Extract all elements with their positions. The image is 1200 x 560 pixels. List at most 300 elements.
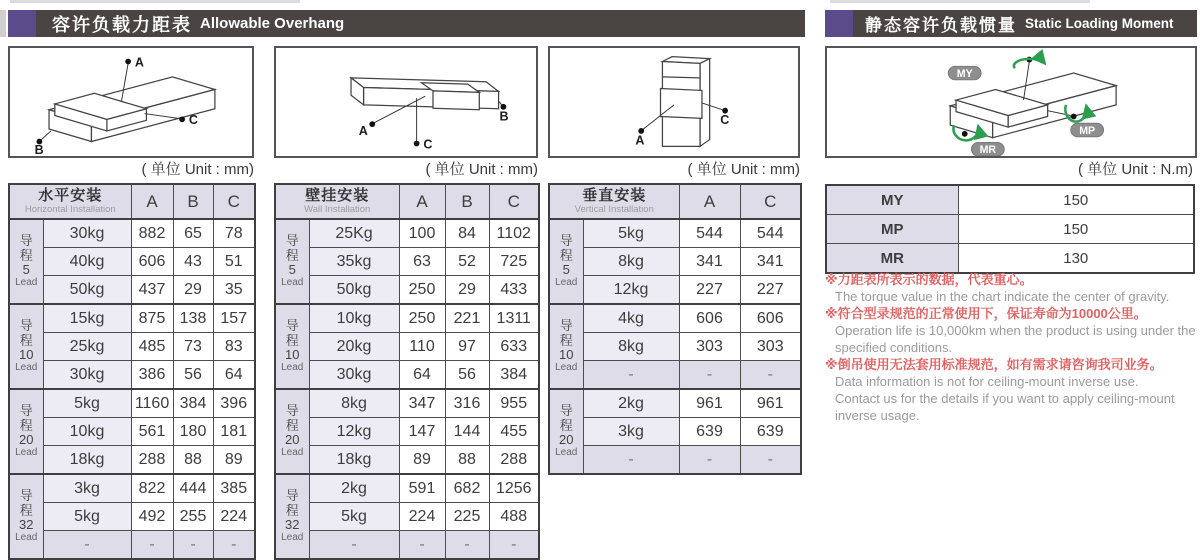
vertical-diagram-svg: [550, 48, 798, 156]
value-cell: 1256: [489, 474, 539, 503]
table-title-cn: 垂直安装: [582, 186, 647, 204]
lead-cell: [9, 219, 43, 304]
table-title-en: Wall Installation: [304, 204, 371, 216]
weight-cell: 8kg: [583, 248, 679, 276]
table-row: [9, 276, 255, 305]
value-cell: 64: [399, 361, 445, 390]
table-row: [9, 219, 255, 248]
moment-row: [826, 215, 1194, 244]
note-line-cn: ※倒吊使用无法套用标准规范，如有需求请咨询我司业务。: [825, 357, 1163, 372]
value-cell: 97: [445, 333, 489, 361]
value-cell: 961: [679, 389, 740, 418]
table-row: [275, 361, 539, 390]
lead-word: Lead: [15, 447, 38, 459]
value-cell: 882: [131, 219, 173, 248]
lead-cn: 导: [19, 403, 33, 419]
value-cell: 606: [740, 304, 801, 333]
moment-name-cell: MY: [826, 185, 958, 215]
value-cell: 65: [173, 219, 213, 248]
point-c-label: C: [423, 137, 433, 152]
lead-cn: 导: [559, 318, 573, 334]
slider-front-face: [433, 91, 479, 110]
mp-dot: [1071, 114, 1077, 120]
moment-name-cell: MR: [826, 244, 958, 274]
wall-diagram-svg: [276, 48, 536, 156]
table-row: [9, 333, 255, 361]
moment-diagram-svg: [827, 48, 1195, 156]
moment-value-cell: 150: [958, 215, 1194, 244]
lead-word: Lead: [281, 532, 304, 544]
value-cell: 43: [173, 248, 213, 276]
value-cell: 444: [173, 474, 213, 503]
lead-cn: 导: [19, 233, 33, 249]
weight-cell: 10kg: [309, 304, 399, 333]
value-cell: 341: [740, 248, 801, 276]
value-cell: 606: [131, 248, 173, 276]
lead-cell: [9, 389, 43, 474]
lead-cell: [275, 474, 309, 559]
lead-cn: 程: [559, 332, 573, 348]
point-b-label: B: [499, 109, 509, 124]
table-title: [9, 184, 131, 219]
weight-cell: -: [309, 531, 399, 560]
value-cell: 488: [489, 503, 539, 531]
value-cell: 1160: [131, 389, 173, 418]
lead-number: 5: [288, 262, 296, 278]
weight-cell: 18kg: [309, 446, 399, 475]
rail: [661, 57, 710, 147]
weight-cell: 25Kg: [309, 219, 399, 248]
value-cell: 89: [213, 446, 255, 475]
note-line-en: specified conditions.: [835, 340, 953, 355]
weight-cell: 8kg: [309, 389, 399, 418]
table-row: [9, 531, 255, 560]
point-c-dot: [179, 116, 185, 122]
header-row: [9, 184, 255, 219]
note-line-en: Operation life is 10,000km when the product is using under the: [835, 323, 1196, 338]
value-cell: 396: [213, 389, 255, 418]
column-header: A: [399, 184, 445, 219]
value-cell: 384: [489, 361, 539, 390]
lead-number: 5: [22, 262, 30, 278]
section-title-en: Static Loading Moment: [1025, 16, 1174, 31]
weight-cell: 5kg: [309, 503, 399, 531]
value-cell: 88: [445, 446, 489, 475]
value-cell: 227: [740, 276, 801, 305]
table-row: [549, 219, 801, 248]
value-cell: 144: [445, 418, 489, 446]
weight-cell: 10kg: [43, 418, 131, 446]
value-cell: 224: [213, 503, 255, 531]
section-header-static-loading-moment: [825, 10, 1197, 37]
table-row: [9, 389, 255, 418]
horizontal-installation-diagram: [8, 46, 254, 158]
weight-cell: 8kg: [583, 333, 679, 361]
value-cell: 250: [399, 304, 445, 333]
moment-name-cell: MP: [826, 215, 958, 244]
header-accent-square: [8, 10, 36, 37]
value-cell: 84: [445, 219, 489, 248]
wall-installation-diagram: [274, 46, 538, 158]
lead-cell: [9, 304, 43, 389]
value-cell: 288: [131, 446, 173, 475]
lead-number: 20: [19, 432, 34, 448]
weight-cell: 5kg: [43, 389, 131, 418]
point-c-dot: [414, 141, 420, 147]
value-cell: 147: [399, 418, 445, 446]
value-cell: 591: [399, 474, 445, 503]
point-c-label: C: [720, 113, 730, 128]
moment-value-cell: 150: [958, 185, 1194, 215]
lead-word: Lead: [555, 277, 578, 289]
value-cell: 544: [679, 219, 740, 248]
value-cell: 492: [131, 503, 173, 531]
value-cell: 227: [679, 276, 740, 305]
value-cell: 255: [173, 503, 213, 531]
lead-word: Lead: [281, 362, 304, 374]
point-a-label: A: [358, 123, 368, 138]
lead-word: Lead: [15, 362, 38, 374]
table-title: [275, 184, 399, 219]
page-edge-mark: [0, 10, 6, 37]
table-row: [549, 389, 801, 418]
value-cell: 181: [213, 418, 255, 446]
value-cell: 561: [131, 418, 173, 446]
value-cell: 225: [445, 503, 489, 531]
lead-number: 20: [559, 432, 574, 448]
value-cell: 639: [679, 418, 740, 446]
table-row: [9, 474, 255, 503]
unit-label-mm: ( 单位 Unit : mm): [425, 161, 538, 178]
value-cell: -: [740, 446, 801, 475]
value-cell: 606: [679, 304, 740, 333]
note-line-cn: ※符合型录规范的正常使用下，保证寿命为10000公里。: [825, 306, 1147, 321]
value-cell: 221: [445, 304, 489, 333]
value-cell: 180: [173, 418, 213, 446]
value-cell: 73: [173, 333, 213, 361]
lead-cn: 导: [285, 233, 299, 249]
value-cell: 316: [445, 389, 489, 418]
lead-cn: 导: [559, 233, 573, 249]
section-title-en: Allowable Overhang: [200, 15, 345, 32]
weight-cell: 12kg: [309, 418, 399, 446]
weight-cell: -: [583, 446, 679, 475]
column-header: C: [213, 184, 255, 219]
lead-cn: 程: [19, 502, 33, 518]
note-line-en: Data information is not for ceiling-mount inverse use.: [835, 374, 1139, 389]
value-cell: 822: [131, 474, 173, 503]
moment-row: [826, 185, 1194, 215]
lead-cn: 程: [559, 247, 573, 263]
column-header: B: [173, 184, 213, 219]
table-title-en: Horizontal Installation: [24, 204, 116, 216]
lead-word: Lead: [281, 447, 304, 459]
value-cell: 56: [173, 361, 213, 390]
table-row: [549, 248, 801, 276]
value-cell: 386: [131, 361, 173, 390]
lead-cn: 程: [19, 417, 33, 433]
value-cell: -: [740, 361, 801, 390]
lead-word: Lead: [555, 362, 578, 374]
vertical-installation-table: [548, 183, 802, 475]
unit-label-mm: ( 单位 Unit : mm): [687, 161, 800, 178]
point-a-dot: [369, 121, 375, 127]
table-row: [275, 219, 539, 248]
weight-cell: 30kg: [309, 361, 399, 390]
column-header: C: [489, 184, 539, 219]
table-row: [549, 276, 801, 305]
weight-cell: 40kg: [43, 248, 131, 276]
lead-cell: [275, 304, 309, 389]
table-row: [549, 446, 801, 475]
weight-cell: 5kg: [43, 503, 131, 531]
page-artifact: [830, 0, 1090, 3]
weight-cell: 20kg: [309, 333, 399, 361]
rail: [49, 77, 215, 142]
point-b-line: [41, 131, 51, 140]
lead-cn: 程: [285, 417, 299, 433]
point-b-label: B: [34, 143, 44, 156]
horizontal-installation-table: [8, 183, 256, 560]
value-cell: 875: [131, 304, 173, 333]
value-cell: 56: [445, 361, 489, 390]
header-row: [275, 184, 539, 219]
note-line-en: Contact us for the details if you want to apply ceiling-mount: [835, 391, 1175, 406]
section-title-cn: 静态容许负载惯量: [865, 16, 1017, 35]
value-cell: 303: [679, 333, 740, 361]
value-cell: 961: [740, 389, 801, 418]
column-header: A: [131, 184, 173, 219]
lead-cn: 导: [285, 488, 299, 504]
value-cell: 63: [399, 248, 445, 276]
lead-word: Lead: [15, 277, 38, 289]
table-row: [549, 361, 801, 390]
value-cell: 385: [213, 474, 255, 503]
lead-cell: [549, 304, 583, 389]
header-accent-square: [825, 10, 853, 37]
value-cell: 29: [173, 276, 213, 305]
weight-cell: 30kg: [43, 361, 131, 390]
table-row: [549, 304, 801, 333]
lead-number: 32: [19, 517, 34, 533]
lead-cn: 导: [559, 403, 573, 419]
value-cell: 88: [173, 446, 213, 475]
moment-value-cell: 130: [958, 244, 1194, 274]
value-cell: 455: [489, 418, 539, 446]
value-cell: 89: [399, 446, 445, 475]
value-cell: 341: [679, 248, 740, 276]
my-badge-label: MY: [956, 67, 973, 80]
table-row: [275, 333, 539, 361]
lead-cn: 导: [285, 403, 299, 419]
point-c-label: C: [188, 113, 198, 128]
value-cell: 437: [131, 276, 173, 305]
note-line-en: The torque value in the chart indicate the center of gravity.: [835, 289, 1170, 304]
value-cell: 110: [399, 333, 445, 361]
weight-cell: 2kg: [583, 389, 679, 418]
rail: [351, 78, 499, 110]
lead-cell: [275, 219, 309, 304]
points: [369, 104, 506, 146]
value-cell: 682: [445, 474, 489, 503]
notes: [825, 271, 1199, 424]
lead-cell: [275, 389, 309, 474]
value-cell: 639: [740, 418, 801, 446]
value-cell: -: [173, 531, 213, 560]
wall-installation-table: [274, 183, 540, 560]
value-cell: 52: [445, 248, 489, 276]
lead-word: Lead: [281, 277, 304, 289]
value-cell: 955: [489, 389, 539, 418]
weight-cell: 50kg: [309, 276, 399, 305]
table-row: [9, 418, 255, 446]
lead-word: Lead: [555, 447, 578, 459]
lead-number: 32: [285, 517, 300, 533]
table-title: [549, 184, 679, 219]
value-cell: 138: [173, 304, 213, 333]
weight-cell: 5kg: [583, 219, 679, 248]
column-header: B: [445, 184, 489, 219]
lead-cn: 程: [285, 332, 299, 348]
table-row: [9, 361, 255, 390]
table-row: [275, 474, 539, 503]
lead-cn: 程: [19, 332, 33, 348]
section-title-cn: 容许负载力距表: [52, 14, 192, 35]
section-header-allowable-overhang: [8, 10, 805, 37]
weight-cell: 3kg: [583, 418, 679, 446]
table-row: [275, 304, 539, 333]
value-cell: 224: [399, 503, 445, 531]
value-cell: -: [213, 531, 255, 560]
value-cell: -: [679, 446, 740, 475]
table-row: [275, 248, 539, 276]
column-header: C: [740, 184, 801, 219]
value-cell: -: [445, 531, 489, 560]
weight-cell: 30kg: [43, 219, 131, 248]
lead-cell: [9, 474, 43, 559]
value-cell: 29: [445, 276, 489, 305]
value-cell: 250: [399, 276, 445, 305]
weight-cell: 50kg: [43, 276, 131, 305]
value-cell: 633: [489, 333, 539, 361]
weight-cell: -: [43, 531, 131, 560]
table-row: [9, 304, 255, 333]
static-loading-moment-table: [825, 184, 1195, 274]
lead-number: 10: [19, 347, 34, 363]
lead-number: 10: [559, 347, 574, 363]
lead-word: Lead: [15, 532, 38, 544]
page-artifact: [10, 0, 300, 3]
table-row: [275, 389, 539, 418]
value-cell: 303: [740, 333, 801, 361]
table-title-cn: 壁挂安装: [305, 186, 370, 204]
table-row: [275, 418, 539, 446]
lead-cn: 导: [285, 318, 299, 334]
value-cell: 78: [213, 219, 255, 248]
value-cell: 35: [213, 276, 255, 305]
weight-cell: -: [583, 361, 679, 390]
note-line-cn: ※力距表所表示的数据，代表重心。: [825, 272, 1033, 287]
lead-cn: 程: [285, 502, 299, 518]
table-row: [9, 446, 255, 475]
weight-cell: 2kg: [309, 474, 399, 503]
value-cell: -: [679, 361, 740, 390]
weight-cell: 4kg: [583, 304, 679, 333]
lead-cn: 程: [559, 417, 573, 433]
value-cell: 1102: [489, 219, 539, 248]
note-line-en: inverse usage.: [835, 408, 920, 423]
point-a-dot: [125, 59, 131, 65]
lead-cell: [549, 219, 583, 304]
table-row: [549, 418, 801, 446]
value-cell: 725: [489, 248, 539, 276]
value-cell: 485: [131, 333, 173, 361]
weight-cell: 25kg: [43, 333, 131, 361]
weight-cell: 12kg: [583, 276, 679, 305]
weight-cell: 35kg: [309, 248, 399, 276]
unit-label-mm: ( 单位 Unit : mm): [141, 161, 254, 178]
value-cell: 384: [173, 389, 213, 418]
weight-cell: 15kg: [43, 304, 131, 333]
horizontal-diagram-svg: [10, 48, 252, 156]
table-title-cn: 水平安装: [38, 186, 103, 204]
lead-number: 10: [285, 347, 300, 363]
table-row: [275, 446, 539, 475]
lead-number: 20: [285, 432, 300, 448]
value-cell: -: [131, 531, 173, 560]
value-cell: 100: [399, 219, 445, 248]
moment-diagram: [825, 46, 1197, 158]
value-cell: 64: [213, 361, 255, 390]
table-row: [549, 333, 801, 361]
table-row: [275, 531, 539, 560]
moment-row: [826, 244, 1194, 274]
slider-block: [661, 89, 702, 119]
vertical-installation-diagram: [548, 46, 800, 158]
value-cell: 157: [213, 304, 255, 333]
value-cell: 544: [740, 219, 801, 248]
value-cell: 51: [213, 248, 255, 276]
lead-number: 5: [562, 262, 570, 278]
value-cell: -: [399, 531, 445, 560]
column-header: A: [679, 184, 740, 219]
lead-cn: 程: [285, 247, 299, 263]
value-cell: 83: [213, 333, 255, 361]
table-row: [9, 248, 255, 276]
table-row: [275, 276, 539, 305]
lead-cn: 程: [19, 247, 33, 263]
mp-badge-label: MP: [1079, 124, 1096, 137]
value-cell: -: [489, 531, 539, 560]
unit-label-nm: ( 单位 Unit : N.m): [1078, 161, 1193, 178]
table-title-en: Vertical Installation: [574, 204, 654, 216]
value-cell: 433: [489, 276, 539, 305]
mr-dot: [962, 131, 968, 137]
table-row: [9, 503, 255, 531]
table-row: [275, 503, 539, 531]
value-cell: 347: [399, 389, 445, 418]
value-cell: 288: [489, 446, 539, 475]
point-a-label: A: [134, 55, 144, 70]
weight-cell: 18kg: [43, 446, 131, 475]
header-row: [549, 184, 801, 219]
lead-cell: [549, 389, 583, 474]
point-a-label: A: [635, 133, 645, 148]
weight-cell: 3kg: [43, 474, 131, 503]
mr-badge-label: MR: [979, 144, 997, 156]
value-cell: 1311: [489, 304, 539, 333]
lead-cn: 导: [19, 488, 33, 504]
